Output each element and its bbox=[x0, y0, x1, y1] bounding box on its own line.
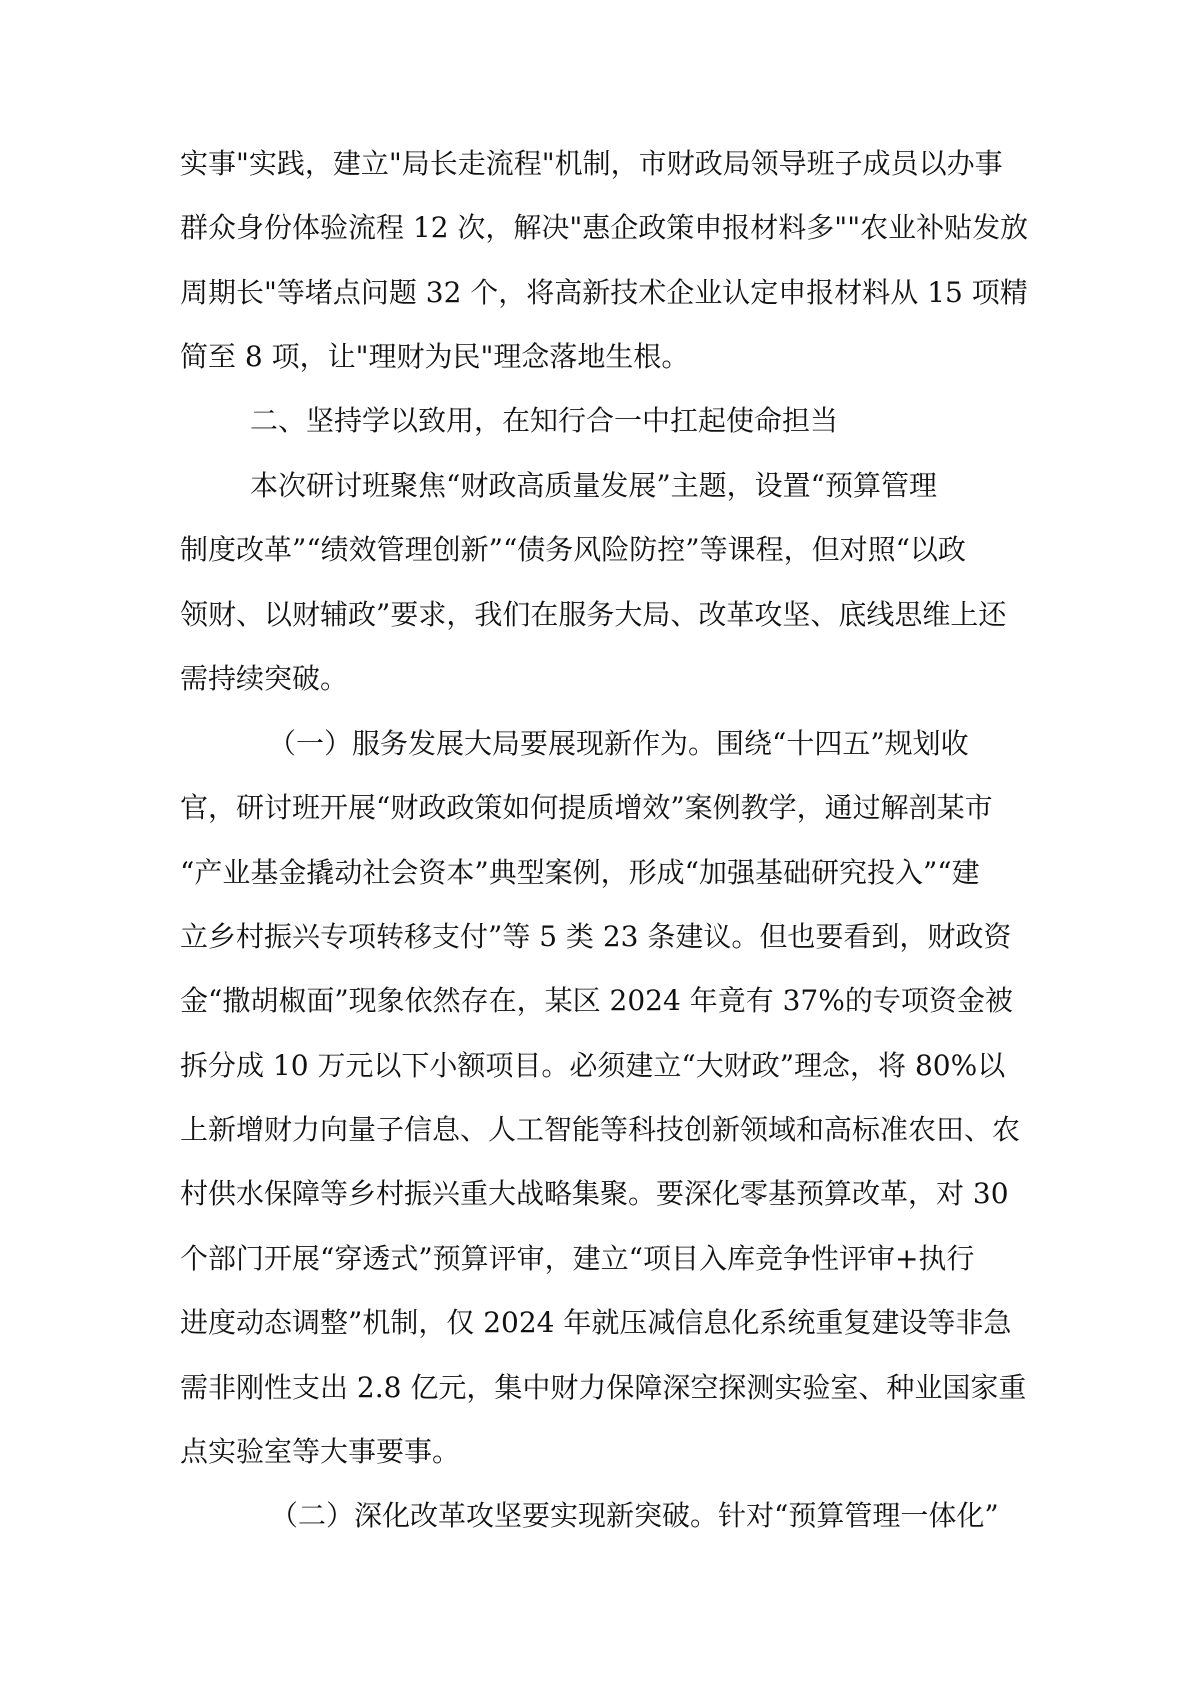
text-line-18: 个部门开展“穿透式”预算评审，建立“项目入库竞争性评审+执行 bbox=[180, 1242, 975, 1275]
text-line-21: 点实验室等大事要事。 bbox=[180, 1435, 461, 1468]
subsection-heading-1: （一）服务发展大局要展现新作为。围绕“十四五”规划收 bbox=[268, 727, 969, 760]
text-line-9: 需持续突破。 bbox=[180, 662, 349, 695]
text-line-20: 需非刚性支出 2.8 亿元，集中财力保障深空探测实验室、种业国家重 bbox=[180, 1371, 1027, 1404]
text-line-1: 实事"实践，建立"局长走流程"机制，市财政局领导班子成员以办事 bbox=[180, 147, 1003, 180]
text-line-19: 进度动态调整”机制，仅 2024 年就压减信息化系统重复建设等非急 bbox=[180, 1306, 1012, 1339]
text-line-16: 上新增财力向量子信息、人工智能等科技创新领域和高标准农田、农 bbox=[180, 1113, 1021, 1146]
text-line-17: 村供水保障等乡村振兴重大战略集聚。要深化零基预算改革，对 30 bbox=[180, 1177, 1009, 1210]
text-line-11: 官，研讨班开展“财政政策如何提质增效”案例教学，通过解剖某市 bbox=[180, 791, 993, 824]
text-line-14: 金“撒胡椒面”现象依然存在，某区 2024 年竟有 37%的专项资金被 bbox=[180, 984, 1013, 1017]
text-line-7: 制度改革”“绩效管理创新”“债务风险防控”等课程，但对照“以政 bbox=[180, 533, 966, 566]
text-line-15: 拆分成 10 万元以下小额项目。必须建立“大财政”理念，将 80%以 bbox=[180, 1049, 1006, 1082]
text-line-6: 本次研讨班聚焦“财政高质量发展”主题，设置“预算管理 bbox=[250, 469, 937, 502]
text-line-8: 领财、以财辅政”要求，我们在服务大局、改革攻坚、底线思维上还 bbox=[180, 598, 1007, 631]
text-line-2: 群众身份体验流程 12 次，解决"惠企政策申报材料多""农业补贴发放 bbox=[180, 211, 1029, 244]
text-line-12: “产业基金撬动社会资本”典型案例，形成“加强基础研究投入”“建 bbox=[180, 856, 980, 889]
text-line-4: 简至 8 项，让"理财为民"理念落地生根。 bbox=[180, 340, 690, 373]
section-heading: 二、坚持学以致用，在知行合一中扛起使命担当 bbox=[250, 404, 839, 437]
text-line-13: 立乡村振兴专项转移支付”等 5 类 23 条建议。但也要看到，财政资 bbox=[180, 920, 1012, 953]
text-line-3: 周期长"等堵点问题 32 个，将高新技术企业认定申报材料从 15 项精 bbox=[180, 276, 1028, 309]
subsection-heading-2: （二）深化改革攻坚要实现新突破。针对“预算管理一体化” bbox=[270, 1499, 999, 1532]
